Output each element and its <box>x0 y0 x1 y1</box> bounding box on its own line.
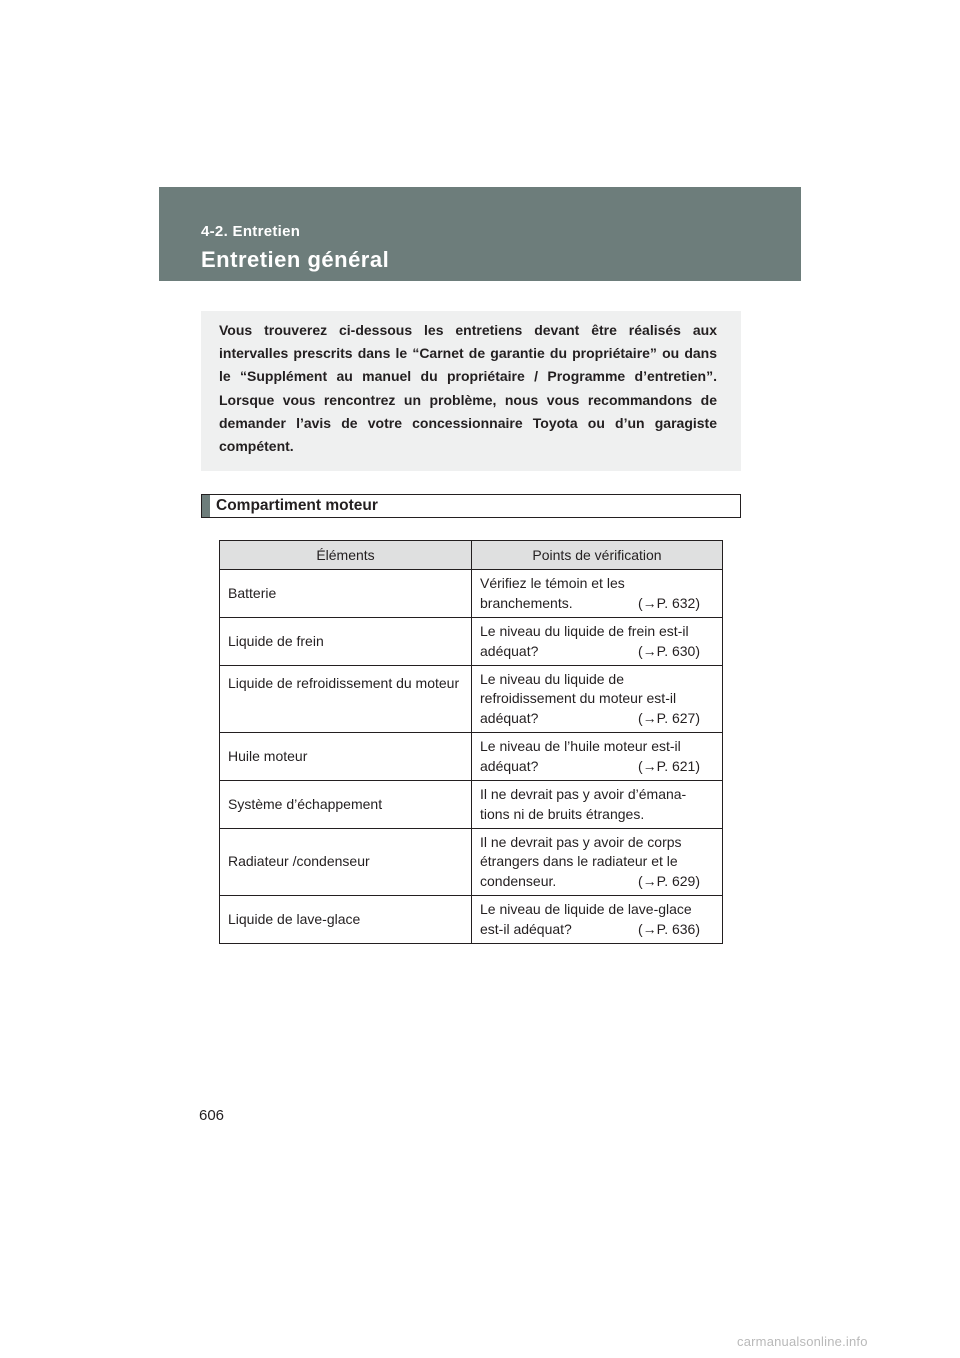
row-check <box>472 781 723 829</box>
page-reference-link[interactable]: (→P. 632) <box>638 594 700 611</box>
row-item: Batterie <box>220 570 472 618</box>
row-item-text: Liquide de refroidissement du moteur <box>228 675 460 691</box>
row-check <box>472 618 723 666</box>
section-label: 4-2. Entretien <box>201 223 301 240</box>
page-reference-link[interactable]: (→P. 627) <box>638 709 700 726</box>
chapter-header <box>159 187 801 281</box>
subheading-label: Compartiment moteur <box>216 497 378 514</box>
row-item: Liquide de frein <box>220 618 472 666</box>
row-check <box>472 666 723 733</box>
row-item: Radiateur /condenseur <box>220 829 472 896</box>
page-number: 606 <box>199 1107 225 1124</box>
row-check <box>472 896 723 944</box>
row-item: Huile moteur <box>220 733 472 781</box>
row-check-text: Il ne devrait pas y avoir de corps étrangers dans le radiateur et le condenseur. <box>480 833 682 889</box>
table-row <box>220 733 723 781</box>
row-check-text: Le niveau de l’huile moteur est-il adéquat? <box>480 738 681 774</box>
row-item: Système d’échappement <box>220 781 472 829</box>
intro-text: Vous trouverez ci-dessous les entretiens devant être réalisés aux intervalles prescrits dans le “Carnet de garantie du propriétaire” ou dans le “Supplément au manuel du propriétaire / Programme d’entretien”. Lorsque vous rencontrez un problème, nous vous recommandons de demander l’avis de votre concessionnaire Toyota ou d’un garagiste compétent. <box>219 322 717 455</box>
table-header-row <box>220 541 723 570</box>
intro-box <box>201 311 741 471</box>
row-check <box>472 829 723 896</box>
table-row <box>220 666 723 733</box>
table-row <box>220 618 723 666</box>
page-title: Entretien général <box>201 247 390 272</box>
row-check <box>472 733 723 781</box>
table-row <box>220 570 723 618</box>
subheading-bar <box>202 495 210 517</box>
maintenance-table <box>219 540 723 944</box>
row-check <box>472 570 723 618</box>
row-check-text: Le niveau du liquide de frein est-il adéquat? <box>480 623 689 659</box>
page-reference-link[interactable]: (→P. 629) <box>638 872 700 889</box>
table-row <box>220 781 723 829</box>
table-row <box>220 896 723 944</box>
table-row <box>220 829 723 896</box>
row-check-text: Vérifiez le témoin et les branchements. <box>480 575 625 611</box>
row-item: Liquide de lave-glace <box>220 896 472 944</box>
page-reference-link[interactable]: (→P. 636) <box>638 920 700 937</box>
watermark: carmanualsonline.info <box>737 1334 868 1349</box>
page-reference-link[interactable]: (→P. 630) <box>638 642 700 659</box>
row-check-text: Le niveau du liquide de refroidissement du moteur est-il adéquat? <box>480 670 677 726</box>
row-check-text: Le niveau de liquide de lave-glace est-il adéquat? <box>480 901 692 937</box>
page-reference-link[interactable]: (→P. 621) <box>638 757 700 774</box>
row-check-text: Il ne devrait pas y avoir d’émana-tions ni de bruits étranges. <box>480 786 687 822</box>
column-header-items: Éléments <box>220 541 472 570</box>
row-item <box>220 666 472 733</box>
column-header-checks: Points de vérification <box>472 541 723 570</box>
subheading-box <box>201 494 741 518</box>
